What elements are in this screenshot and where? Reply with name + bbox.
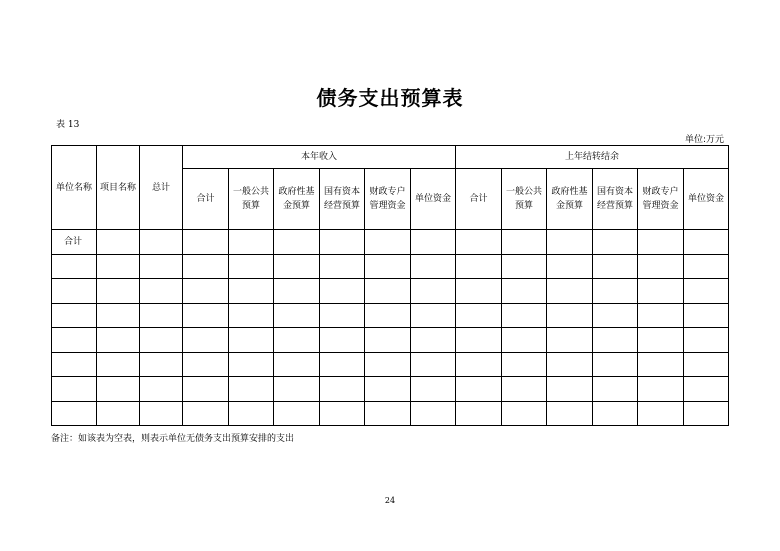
table-cell	[502, 401, 547, 426]
table-body	[52, 230, 729, 426]
table-cell	[547, 230, 593, 255]
table-row	[52, 377, 729, 402]
table-cell	[456, 230, 502, 255]
table-cell	[638, 254, 684, 279]
table-cell	[456, 254, 502, 279]
table-cell	[547, 352, 593, 377]
row-label-cell	[52, 328, 97, 353]
table-cell	[502, 328, 547, 353]
table-cell	[411, 352, 456, 377]
table-cell	[547, 303, 593, 328]
row-label-cell	[52, 352, 97, 377]
table-cell	[593, 230, 638, 255]
table-cell	[183, 254, 229, 279]
table-cell	[593, 303, 638, 328]
table-cell	[365, 254, 411, 279]
header-sub-state-capital: 国有资本经营预算	[320, 169, 365, 230]
table-cell	[638, 401, 684, 426]
table-cell	[365, 230, 411, 255]
table-cell	[320, 303, 365, 328]
table-cell	[365, 352, 411, 377]
table-cell	[183, 328, 229, 353]
header-sub-general: 一般公共预算	[229, 169, 274, 230]
table-row	[52, 279, 729, 304]
table-cell	[547, 377, 593, 402]
table-cell	[411, 377, 456, 402]
table-row	[52, 401, 729, 426]
table-cell	[274, 254, 320, 279]
table-cell	[97, 230, 140, 255]
table-cell	[140, 254, 183, 279]
table-cell	[183, 401, 229, 426]
table-cell	[593, 377, 638, 402]
table-cell	[274, 328, 320, 353]
table-row	[52, 230, 729, 255]
budget-table	[51, 145, 729, 426]
table-cell	[274, 377, 320, 402]
table-cell	[97, 377, 140, 402]
table-cell	[502, 230, 547, 255]
table-cell	[365, 279, 411, 304]
table-cell	[593, 328, 638, 353]
table-cell	[593, 279, 638, 304]
table-cell	[140, 279, 183, 304]
table-cell	[593, 254, 638, 279]
table-row	[52, 303, 729, 328]
table-cell	[684, 303, 729, 328]
table-cell	[274, 352, 320, 377]
table-cell	[411, 279, 456, 304]
table-cell	[97, 401, 140, 426]
table-cell	[456, 328, 502, 353]
table-cell	[411, 303, 456, 328]
table-cell	[502, 303, 547, 328]
header-sub-unit-funds-prev: 单位资金	[684, 169, 729, 230]
table-cell	[97, 279, 140, 304]
table-cell	[229, 303, 274, 328]
table-cell	[97, 254, 140, 279]
table-cell	[547, 254, 593, 279]
table-number: 表 13	[56, 120, 80, 130]
table-cell	[365, 303, 411, 328]
table-cell	[684, 328, 729, 353]
table-cell	[456, 401, 502, 426]
table-cell	[229, 328, 274, 353]
table-cell	[411, 328, 456, 353]
table-cell	[411, 401, 456, 426]
header-total: 总计	[140, 146, 183, 230]
header-unit-name: 单位名称	[52, 146, 97, 230]
header-sub-total-prev: 合计	[456, 169, 502, 230]
table-cell	[97, 303, 140, 328]
table-cell	[183, 303, 229, 328]
table-cell	[456, 303, 502, 328]
table-cell	[229, 230, 274, 255]
table-cell	[684, 254, 729, 279]
table-cell	[320, 401, 365, 426]
table-cell	[140, 352, 183, 377]
unit-label: 单位:万元	[684, 135, 724, 145]
header-sub-total: 合计	[183, 169, 229, 230]
footnote: 备注：如该表为空表，则表示单位无债务支出预算安排的支出	[51, 434, 295, 444]
table-cell	[547, 328, 593, 353]
table-cell	[320, 230, 365, 255]
header-sub-state-capital-prev: 国有资本经营预算	[593, 169, 638, 230]
row-label-cell	[52, 279, 97, 304]
table-cell	[411, 254, 456, 279]
header-sub-general-prev: 一般公共预算	[502, 169, 547, 230]
table-cell	[684, 352, 729, 377]
table-cell	[547, 279, 593, 304]
table-row	[52, 254, 729, 279]
table-cell	[274, 401, 320, 426]
table-cell	[502, 352, 547, 377]
header-project-name: 项目名称	[97, 146, 140, 230]
header-sub-fund-prev: 政府性基金预算	[547, 169, 593, 230]
header-carryover: 上年结转结余	[456, 146, 729, 169]
table-cell	[684, 377, 729, 402]
table-cell	[229, 401, 274, 426]
page-title: 债务支出预算表	[316, 86, 464, 110]
row-label-cell	[52, 254, 97, 279]
table-cell	[320, 254, 365, 279]
table-cell	[320, 377, 365, 402]
table-cell	[502, 254, 547, 279]
table-cell	[684, 401, 729, 426]
table-cell	[183, 352, 229, 377]
table-row	[52, 352, 729, 377]
table-cell	[502, 377, 547, 402]
table-cell	[140, 401, 183, 426]
table-cell	[638, 279, 684, 304]
table-cell	[229, 377, 274, 402]
header-current-year: 本年收入	[183, 146, 456, 169]
table-cell	[97, 352, 140, 377]
row-label-cell	[52, 303, 97, 328]
table-cell	[183, 279, 229, 304]
table-cell	[320, 279, 365, 304]
table-cell	[593, 401, 638, 426]
header-sub-special-account: 财政专户管理资金	[365, 169, 411, 230]
table-cell	[502, 279, 547, 304]
table-cell	[684, 279, 729, 304]
table-cell	[274, 279, 320, 304]
row-label-cell: 合计	[52, 230, 97, 255]
table-cell	[456, 377, 502, 402]
table-cell	[638, 352, 684, 377]
table-cell	[365, 401, 411, 426]
table-cell	[229, 254, 274, 279]
table-cell	[140, 377, 183, 402]
table-cell	[140, 328, 183, 353]
row-label-cell	[52, 377, 97, 402]
table-cell	[411, 230, 456, 255]
table-cell	[97, 328, 140, 353]
table-cell	[456, 279, 502, 304]
table-cell	[183, 377, 229, 402]
table-row	[52, 328, 729, 353]
table-cell	[140, 230, 183, 255]
table-cell	[638, 328, 684, 353]
table-cell	[183, 230, 229, 255]
table-cell	[140, 303, 183, 328]
table-cell	[456, 352, 502, 377]
table-cell	[274, 303, 320, 328]
table-cell	[638, 303, 684, 328]
table-cell	[684, 230, 729, 255]
table-cell	[547, 401, 593, 426]
table-cell	[320, 328, 365, 353]
row-label-cell	[52, 401, 97, 426]
table-cell	[638, 230, 684, 255]
table-cell	[274, 230, 320, 255]
table-cell	[229, 352, 274, 377]
header-sub-fund: 政府性基金预算	[274, 169, 320, 230]
table-cell	[320, 352, 365, 377]
table-cell	[638, 377, 684, 402]
table-cell	[365, 377, 411, 402]
table-cell	[365, 328, 411, 353]
header-sub-unit-funds: 单位资金	[411, 169, 456, 230]
table-cell	[229, 279, 274, 304]
page-number: 24	[384, 496, 396, 505]
header-sub-special-account-prev: 财政专户管理资金	[638, 169, 684, 230]
table-cell	[593, 352, 638, 377]
